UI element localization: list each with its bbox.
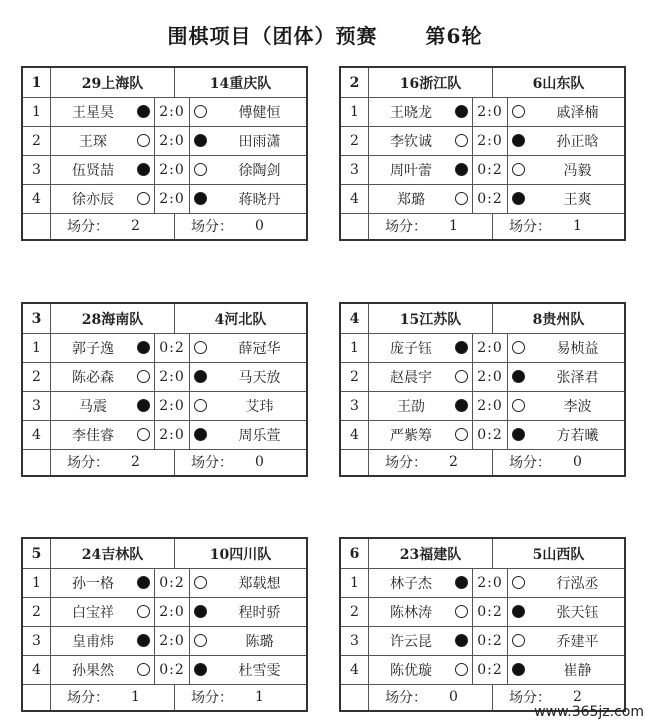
black-stone-icon: [137, 105, 150, 118]
points-label: 场分：: [191, 219, 233, 235]
team1-name: 29上海队: [51, 68, 175, 97]
game-row: [23, 420, 306, 450]
white-stone-icon: [137, 134, 150, 147]
board-number: 3: [23, 391, 51, 420]
team1-name: 24吉林队: [51, 539, 175, 568]
game-row: [341, 597, 624, 627]
player1-name: 陈林涛: [390, 604, 432, 621]
team2-points: [175, 449, 306, 475]
game-score: 2:0: [472, 362, 508, 391]
team2-name: 4河北队: [214, 311, 267, 328]
game-score: 2:0: [472, 568, 508, 597]
board-number: 4: [23, 420, 51, 449]
match-table: [339, 537, 626, 712]
player2-name: 郑载想: [238, 575, 281, 592]
match-header-row: [341, 304, 624, 334]
game-score: 0:2: [472, 155, 508, 184]
match-number: 5: [23, 539, 51, 568]
black-stone-icon: [455, 576, 468, 589]
white-stone-icon: [512, 576, 525, 589]
match-number: 3: [23, 304, 51, 333]
board-number: 1: [23, 97, 51, 126]
game-score: 0:2: [472, 597, 508, 626]
white-stone-icon: [137, 605, 150, 618]
white-stone-icon: [137, 370, 150, 383]
black-stone-icon: [455, 634, 468, 647]
game-row: [23, 391, 306, 421]
white-stone-icon: [455, 370, 468, 383]
points-row: [23, 449, 306, 475]
player2-name: 易桢益: [556, 340, 599, 357]
player1-name: 白宝祥: [72, 604, 114, 621]
player2-name: 行泓丞: [556, 575, 599, 592]
points-value: 2: [573, 689, 582, 705]
player1-name: 严紫筹: [390, 427, 432, 444]
game-score: 2:0: [154, 97, 190, 126]
team1-name: 15江苏队: [369, 304, 493, 333]
player1-name: 伍贤喆: [72, 162, 114, 179]
game-score: 2:0: [472, 333, 508, 362]
match-table: [21, 302, 308, 477]
white-stone-icon: [455, 134, 468, 147]
game-score: 2:0: [154, 126, 190, 155]
player1-name: 李钦诚: [390, 133, 432, 150]
points-label: 场分：: [509, 455, 551, 471]
points-spacer: [341, 213, 369, 239]
player2-name: 冯毅: [563, 162, 592, 179]
board-number: 2: [23, 597, 51, 626]
black-stone-icon: [194, 428, 207, 441]
game-score: 2:0: [154, 391, 190, 420]
team1-points: [369, 449, 493, 475]
black-stone-icon: [137, 576, 150, 589]
player1-name: 王星昊: [72, 104, 114, 121]
team2-name: 14重庆队: [209, 75, 272, 92]
black-stone-icon: [512, 605, 525, 618]
points-label: 场分：: [67, 219, 109, 235]
game-row: [23, 626, 306, 656]
game-row: [341, 362, 624, 392]
white-stone-icon: [455, 428, 468, 441]
game-row: [23, 184, 306, 214]
points-label: 场分：: [385, 690, 427, 706]
team1-name: 16浙江队: [369, 68, 493, 97]
points-value: 1: [131, 689, 140, 705]
game-score: 2:0: [154, 184, 190, 213]
black-stone-icon: [137, 634, 150, 647]
team2-name: 5山西队: [532, 546, 585, 563]
game-score: 0:2: [154, 568, 190, 597]
points-row: [341, 449, 624, 475]
game-row: [341, 333, 624, 363]
player1-name: 郭子逸: [72, 340, 114, 357]
player1-name: 郑璐: [397, 191, 425, 208]
points-row: [23, 213, 306, 239]
black-stone-icon: [455, 399, 468, 412]
player2-name: 程时骄: [238, 604, 281, 621]
points-label: 场分：: [67, 690, 109, 706]
game-row: [23, 333, 306, 363]
board-number: 1: [341, 568, 369, 597]
white-stone-icon: [137, 192, 150, 205]
white-stone-icon: [194, 634, 207, 647]
team2-points: [175, 684, 306, 710]
board-number: 2: [341, 597, 369, 626]
white-stone-icon: [512, 163, 525, 176]
black-stone-icon: [512, 663, 525, 676]
board-number: 4: [23, 655, 51, 684]
black-stone-icon: [194, 134, 207, 147]
points-label: 场分：: [509, 219, 551, 235]
black-stone-icon: [512, 428, 525, 441]
game-row: [23, 97, 306, 127]
player2-name: 陈璐: [245, 633, 274, 650]
team2-name: 10四川队: [209, 546, 272, 563]
watermark: www.365jz.com: [534, 704, 644, 720]
team2-name: 8贵州队: [532, 311, 585, 328]
white-stone-icon: [194, 163, 207, 176]
player1-name: 李佳睿: [72, 427, 114, 444]
white-stone-icon: [512, 105, 525, 118]
black-stone-icon: [512, 370, 525, 383]
game-row: [23, 362, 306, 392]
black-stone-icon: [455, 105, 468, 118]
white-stone-icon: [137, 663, 150, 676]
match-header-row: [341, 68, 624, 98]
match-table: [21, 66, 308, 241]
player2-name: 蒋晓丹: [238, 191, 281, 208]
player1-name: 孙果然: [72, 662, 114, 679]
game-score: 2:0: [472, 391, 508, 420]
player2-name: 戚泽楠: [556, 104, 599, 121]
game-row: [341, 126, 624, 156]
game-row: [341, 184, 624, 214]
player2-name: 李波: [563, 398, 592, 415]
board-number: 3: [341, 391, 369, 420]
points-label: 场分：: [509, 690, 551, 706]
black-stone-icon: [512, 192, 525, 205]
points-row: [23, 684, 306, 710]
player2-name: 张泽君: [556, 369, 599, 386]
white-stone-icon: [194, 399, 207, 412]
game-score: 2:0: [154, 155, 190, 184]
white-stone-icon: [137, 428, 150, 441]
board-number: 3: [341, 155, 369, 184]
board-number: 3: [23, 155, 51, 184]
white-stone-icon: [194, 341, 207, 354]
match-table: [339, 302, 626, 477]
match-table: [339, 66, 626, 241]
player2-name: 田雨潇: [238, 133, 281, 150]
points-value: 1: [449, 218, 458, 234]
match-header-row: [341, 539, 624, 569]
board-number: 4: [341, 420, 369, 449]
round-label: 第6轮: [425, 24, 483, 48]
points-label: 场分：: [67, 455, 109, 471]
player2-name: 薛冠华: [238, 340, 281, 357]
black-stone-icon: [512, 134, 525, 147]
white-stone-icon: [455, 192, 468, 205]
title-text: 围棋项目（团体）预赛: [167, 24, 378, 48]
game-row: [23, 126, 306, 156]
team2-points: [493, 449, 624, 475]
match-header-row: [23, 304, 306, 334]
team1-name: 28海南队: [51, 304, 175, 333]
game-row: [23, 655, 306, 685]
game-row: [341, 155, 624, 185]
points-label: 场分：: [191, 690, 233, 706]
white-stone-icon: [194, 576, 207, 589]
game-row: [23, 568, 306, 598]
match-number: 6: [341, 539, 369, 568]
player2-name: 傅健恒: [238, 104, 281, 121]
board-number: 1: [341, 333, 369, 362]
board-number: 2: [23, 362, 51, 391]
points-value: 0: [573, 454, 582, 470]
white-stone-icon: [455, 663, 468, 676]
game-score: 2:0: [154, 362, 190, 391]
game-row: [23, 597, 306, 627]
team2-points: [175, 213, 306, 239]
black-stone-icon: [194, 663, 207, 676]
player2-name: 周乐萱: [238, 427, 281, 444]
white-stone-icon: [512, 341, 525, 354]
game-row: [341, 420, 624, 450]
player2-name: 艾玮: [245, 398, 274, 415]
player1-name: 王晓龙: [390, 104, 432, 121]
points-value: 0: [255, 454, 264, 470]
team1-name: 23福建队: [369, 539, 493, 568]
player1-name: 许云昆: [390, 633, 432, 650]
white-stone-icon: [194, 105, 207, 118]
black-stone-icon: [194, 192, 207, 205]
game-score: 2:0: [154, 626, 190, 655]
points-row: [341, 213, 624, 239]
board-number: 3: [23, 626, 51, 655]
black-stone-icon: [194, 605, 207, 618]
player2-name: 王爽: [563, 191, 592, 208]
points-value: 2: [449, 454, 458, 470]
player2-name: 方若曦: [556, 427, 599, 444]
player1-name: 徐亦辰: [72, 191, 114, 208]
player1-name: 孙一格: [72, 575, 114, 592]
match-header-row: [23, 68, 306, 98]
team1-points: [369, 684, 493, 710]
player1-name: 林子杰: [390, 575, 432, 592]
match-number: 4: [341, 304, 369, 333]
player1-name: 周叶蕾: [390, 162, 432, 179]
points-label: 场分：: [385, 219, 427, 235]
game-row: [341, 391, 624, 421]
black-stone-icon: [137, 341, 150, 354]
page-title: [0, 20, 650, 49]
game-score: 0:2: [472, 420, 508, 449]
player2-name: 徐陶剑: [238, 162, 281, 179]
team2-points: [493, 213, 624, 239]
match-number: 2: [341, 68, 369, 97]
player2-name: 孙正晗: [556, 133, 599, 150]
match-header-row: [23, 539, 306, 569]
white-stone-icon: [455, 605, 468, 618]
game-score: 2:0: [154, 420, 190, 449]
player2-name: 马天放: [238, 369, 281, 386]
black-stone-icon: [137, 399, 150, 412]
team1-points: [51, 684, 175, 710]
game-row: [341, 568, 624, 598]
points-value: 2: [131, 218, 140, 234]
board-number: 1: [341, 97, 369, 126]
points-spacer: [341, 449, 369, 475]
player2-name: 崔静: [563, 662, 592, 679]
game-row: [23, 155, 306, 185]
points-spacer: [23, 213, 51, 239]
board-number: 1: [23, 568, 51, 597]
player2-name: 张天钰: [556, 604, 599, 621]
player2-name: 乔建平: [556, 633, 599, 650]
board-number: 1: [23, 333, 51, 362]
points-spacer: [23, 449, 51, 475]
points-label: 场分：: [191, 455, 233, 471]
points-spacer: [23, 684, 51, 710]
black-stone-icon: [455, 163, 468, 176]
team1-points: [51, 449, 175, 475]
player1-name: 皇甫炜: [72, 633, 114, 650]
player1-name: 庞子钰: [390, 340, 432, 357]
game-score: 0:2: [472, 655, 508, 684]
board-number: 4: [341, 184, 369, 213]
black-stone-icon: [137, 163, 150, 176]
match-table: [21, 537, 308, 712]
game-score: 0:2: [154, 333, 190, 362]
game-score: 2:0: [154, 597, 190, 626]
game-score: 0:2: [472, 626, 508, 655]
points-value: 1: [573, 218, 582, 234]
team1-points: [51, 213, 175, 239]
points-value: 0: [449, 689, 458, 705]
team2-name: 6山东队: [532, 75, 585, 92]
board-number: 4: [341, 655, 369, 684]
player1-name: 陈必森: [72, 369, 114, 386]
white-stone-icon: [512, 399, 525, 412]
player1-name: 赵晨宇: [390, 369, 432, 386]
game-score: 2:0: [472, 97, 508, 126]
points-label: 场分：: [385, 455, 427, 471]
points-spacer: [341, 684, 369, 710]
player2-name: 杜雪雯: [238, 662, 281, 679]
game-score: 2:0: [472, 126, 508, 155]
team1-points: [369, 213, 493, 239]
points-value: 1: [255, 689, 264, 705]
player1-name: 马震: [79, 398, 107, 415]
board-number: 2: [341, 362, 369, 391]
game-row: [341, 626, 624, 656]
game-row: [341, 97, 624, 127]
white-stone-icon: [512, 634, 525, 647]
black-stone-icon: [194, 370, 207, 383]
game-row: [341, 655, 624, 685]
player1-name: 陈优璇: [390, 662, 432, 679]
black-stone-icon: [455, 341, 468, 354]
game-score: 0:2: [154, 655, 190, 684]
board-number: 2: [23, 126, 51, 155]
points-value: 2: [131, 454, 140, 470]
board-number: 2: [341, 126, 369, 155]
player1-name: 王琛: [79, 133, 107, 150]
board-number: 3: [341, 626, 369, 655]
board-number: 4: [23, 184, 51, 213]
match-number: 1: [23, 68, 51, 97]
player1-name: 王劭: [397, 398, 425, 415]
points-value: 0: [255, 218, 264, 234]
game-score: 0:2: [472, 184, 508, 213]
